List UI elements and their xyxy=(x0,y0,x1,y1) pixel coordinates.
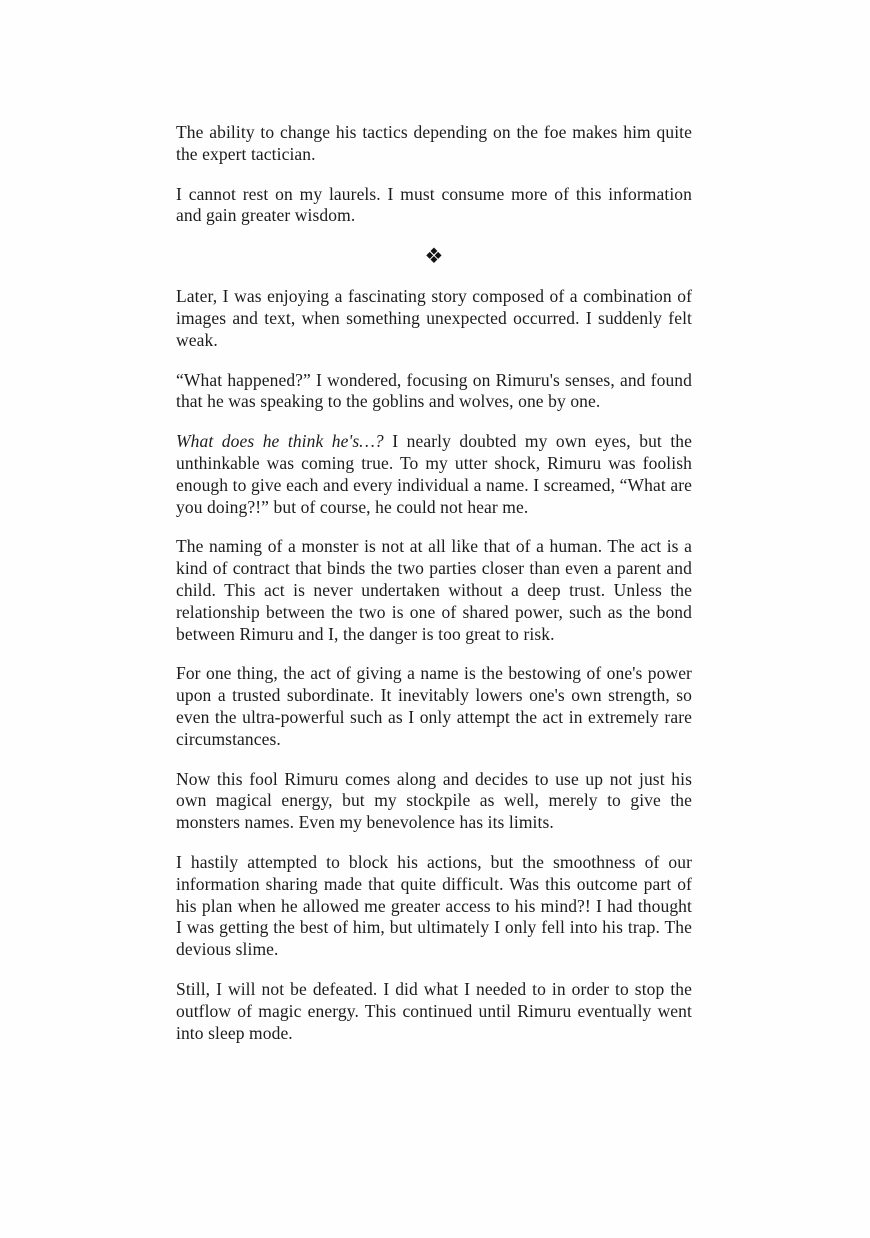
body-paragraph: For one thing, the act of giving a name is the bestowing of one's power upon a trusted subordinate. It inevitably lowers one's own strength, so even the ultra-powerful such as I only attempt the act in extremely rare circumstances. xyxy=(176,663,692,749)
body-paragraph: The ability to change his tactics depending on the foe makes him quite the expert tactician. xyxy=(176,122,692,164)
body-paragraph: I cannot rest on my laurels. I must consume more of this information and gain greater wisdom. xyxy=(176,183,692,226)
body-paragraph: Later, I was enjoying a fascinating story composed of a combination of images and text, when something unexpected occurred. I suddenly felt weak. xyxy=(176,286,692,350)
body-paragraph: Still, I will not be defeated. I did what I needed to in order to stop the outflow of magic energy. This continued until Rimuru eventually went into sleep mode. xyxy=(176,978,692,1043)
inner-monologue-italic: What does he think he's…? xyxy=(176,431,384,452)
body-paragraph: “What happened?” I wondered, focusing on Rimuru's senses, and found that he was speaking to the goblins and wolves, one by one. xyxy=(176,369,692,412)
body-paragraph: Now this fool Rimuru comes along and decides to use up not just his own magical energy, but my stockpile as well, merely to give the monsters names. Even my benevolence has its limits. xyxy=(176,768,692,833)
body-paragraph: The naming of a monster is not at all like that of a human. The act is a kind of contract that binds the two parties closer than even a parent and child. This act is never undertaken without a deep trust. Unless the relationship between the two is one of shared power, such as the bond between Rimuru and I, the danger is too great to risk. xyxy=(176,536,692,644)
body-paragraph xyxy=(176,431,692,518)
paragraph-text: I nearly doubted my own eyes, but the unthinkable was coming true. To my utter shock, Rimuru was foolish enough to give each and every individual a name. I screamed, “What are you doing?!” but of course, he could not hear me. xyxy=(176,431,692,517)
body-paragraph: I hastily attempted to block his actions, but the smoothness of our information sharing made that quite difficult. Was this outcome part of his plan when he allowed me greater access to his mind?! I had thought I was getting the best of him, but ultimately I only fell into his trap. The devious slime. xyxy=(176,851,692,960)
text-block xyxy=(176,122,692,1044)
fleuron-icon: ❖ xyxy=(424,244,444,269)
section-break xyxy=(176,245,692,267)
